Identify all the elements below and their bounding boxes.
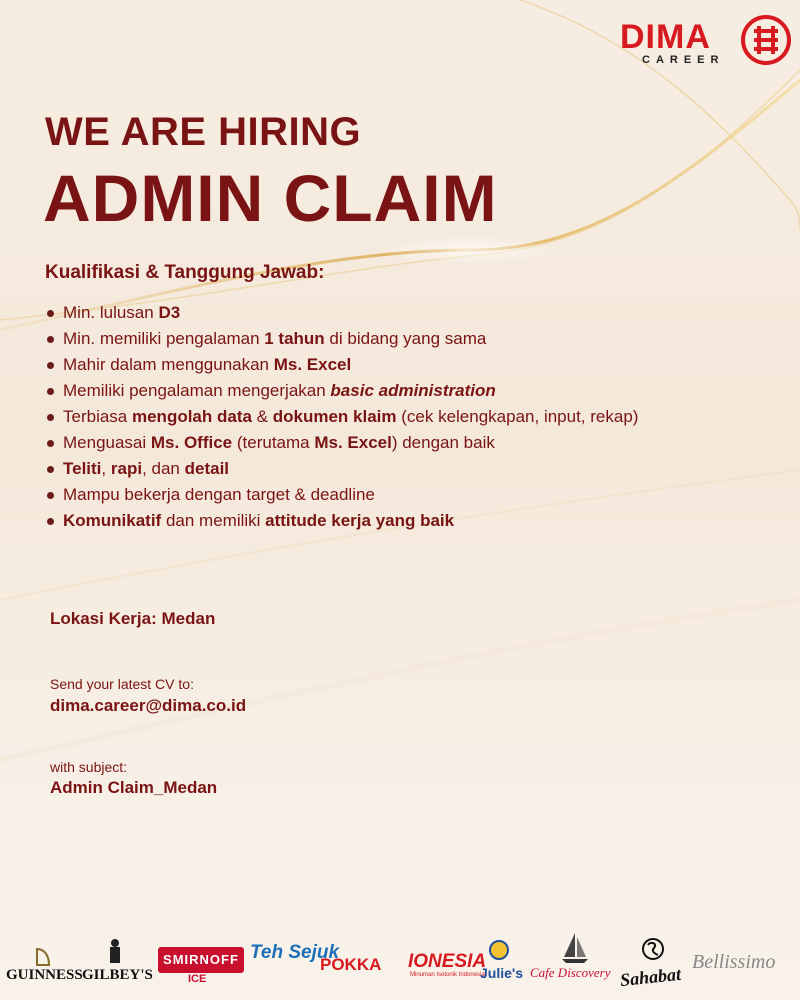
brand-smirnoff-sub: ICE <box>188 973 207 985</box>
send-cv-label: Send your latest CV to: <box>50 676 194 692</box>
qualification-item <box>45 430 745 456</box>
gilbeys-figure-icon <box>104 937 126 967</box>
brand-logos <box>0 925 800 995</box>
brand-teh-sejuk: Teh Sejuk <box>250 942 340 963</box>
qualification-emphasis: attitude kerja yang baik <box>265 511 455 530</box>
qualification-emphasis: rapi <box>110 459 143 478</box>
qualification-text: Min. lulusan <box>63 303 159 322</box>
qualification-emphasis: dokumen klaim <box>272 407 397 426</box>
brand-cafe-discovery: Cafe Discovery <box>530 965 611 980</box>
qualification-item <box>45 404 745 430</box>
qualification-item <box>45 326 745 352</box>
qualification-text: Min. memiliki pengalaman <box>63 329 265 348</box>
brand-sahabat: Sahabat <box>619 963 682 991</box>
qualification-emphasis: detail <box>184 459 230 478</box>
brand-guinness: GUINNESS <box>6 967 83 983</box>
dima-career-logo <box>620 10 790 66</box>
qualification-text: Mampu bekerja dengan target & deadline <box>63 485 375 504</box>
brand-julies: Julie's <box>480 965 524 981</box>
hiring-heading: WE ARE HIRING <box>45 110 362 154</box>
qualification-emphasis: 1 tahun <box>264 329 325 348</box>
qualification-item <box>45 378 745 404</box>
job-title: ADMIN CLAIM <box>43 161 498 235</box>
brand-bellissimo: Bellissimo <box>692 951 776 973</box>
dima-emblem-icon <box>740 14 792 66</box>
qualification-emphasis: Ms. Excel <box>314 433 392 452</box>
qualification-text: Memiliki pengalaman mengerjakan <box>63 381 331 400</box>
qualification-text: Terbiasa <box>63 407 132 426</box>
logo-word: DIMA <box>620 18 711 56</box>
subject-label: with subject: <box>50 759 128 775</box>
sahabat-emblem-icon <box>636 937 670 963</box>
brand-ionesia: IONESIA <box>408 951 487 972</box>
qualification-text: ) dengan baik <box>391 433 495 452</box>
qualification-text: Menguasai <box>63 433 151 452</box>
qualification-emphasis: Ms. Office <box>150 433 233 452</box>
qualification-text: , <box>101 459 111 478</box>
julies-mascot-icon <box>488 939 510 963</box>
qualification-item <box>45 352 745 378</box>
qualifications-list <box>45 300 745 534</box>
qualification-item <box>45 482 745 508</box>
sailboat-icon <box>560 931 590 965</box>
brand-ionesia-sub: Minuman Isotonik Indonesia <box>410 972 485 978</box>
qualification-text: Mahir dalam menggunakan <box>63 355 274 374</box>
contact-email[interactable]: dima.career@dima.co.id <box>50 696 247 715</box>
qualification-emphasis: mengolah data <box>131 407 252 426</box>
qualification-text: & <box>251 407 273 426</box>
qualification-text: (cek kelengkapan, input, rekap) <box>396 407 639 426</box>
brand-smirnoff: SMIRNOFF <box>158 947 244 973</box>
qualification-item <box>45 300 745 326</box>
qualification-text: di bidang yang sama <box>324 329 487 348</box>
work-location: Lokasi Kerja: Medan <box>50 609 216 628</box>
qualification-emphasis: Komunikatif <box>63 511 162 530</box>
brand-pokka: POKKA <box>320 955 382 974</box>
qualification-emphasis: Teliti <box>63 459 102 478</box>
harp-icon <box>34 947 52 967</box>
qualification-text: , dan <box>142 459 185 478</box>
qualification-text: dan memiliki <box>161 511 266 530</box>
qualification-item <box>45 508 745 534</box>
email-subject: Admin Claim_Medan <box>50 778 218 797</box>
logo-sub: CAREER <box>642 54 725 66</box>
qualification-text: (terutama <box>232 433 315 452</box>
qualifications-title: Kualifikasi & Tanggung Jawab: <box>45 262 325 283</box>
qualification-emphasis: basic administration <box>330 381 496 400</box>
brand-gilbeys: GILBEY'S <box>82 967 153 983</box>
qualification-item <box>45 456 745 482</box>
qualification-emphasis: D3 <box>158 303 181 322</box>
qualification-emphasis: Ms. Excel <box>273 355 352 374</box>
